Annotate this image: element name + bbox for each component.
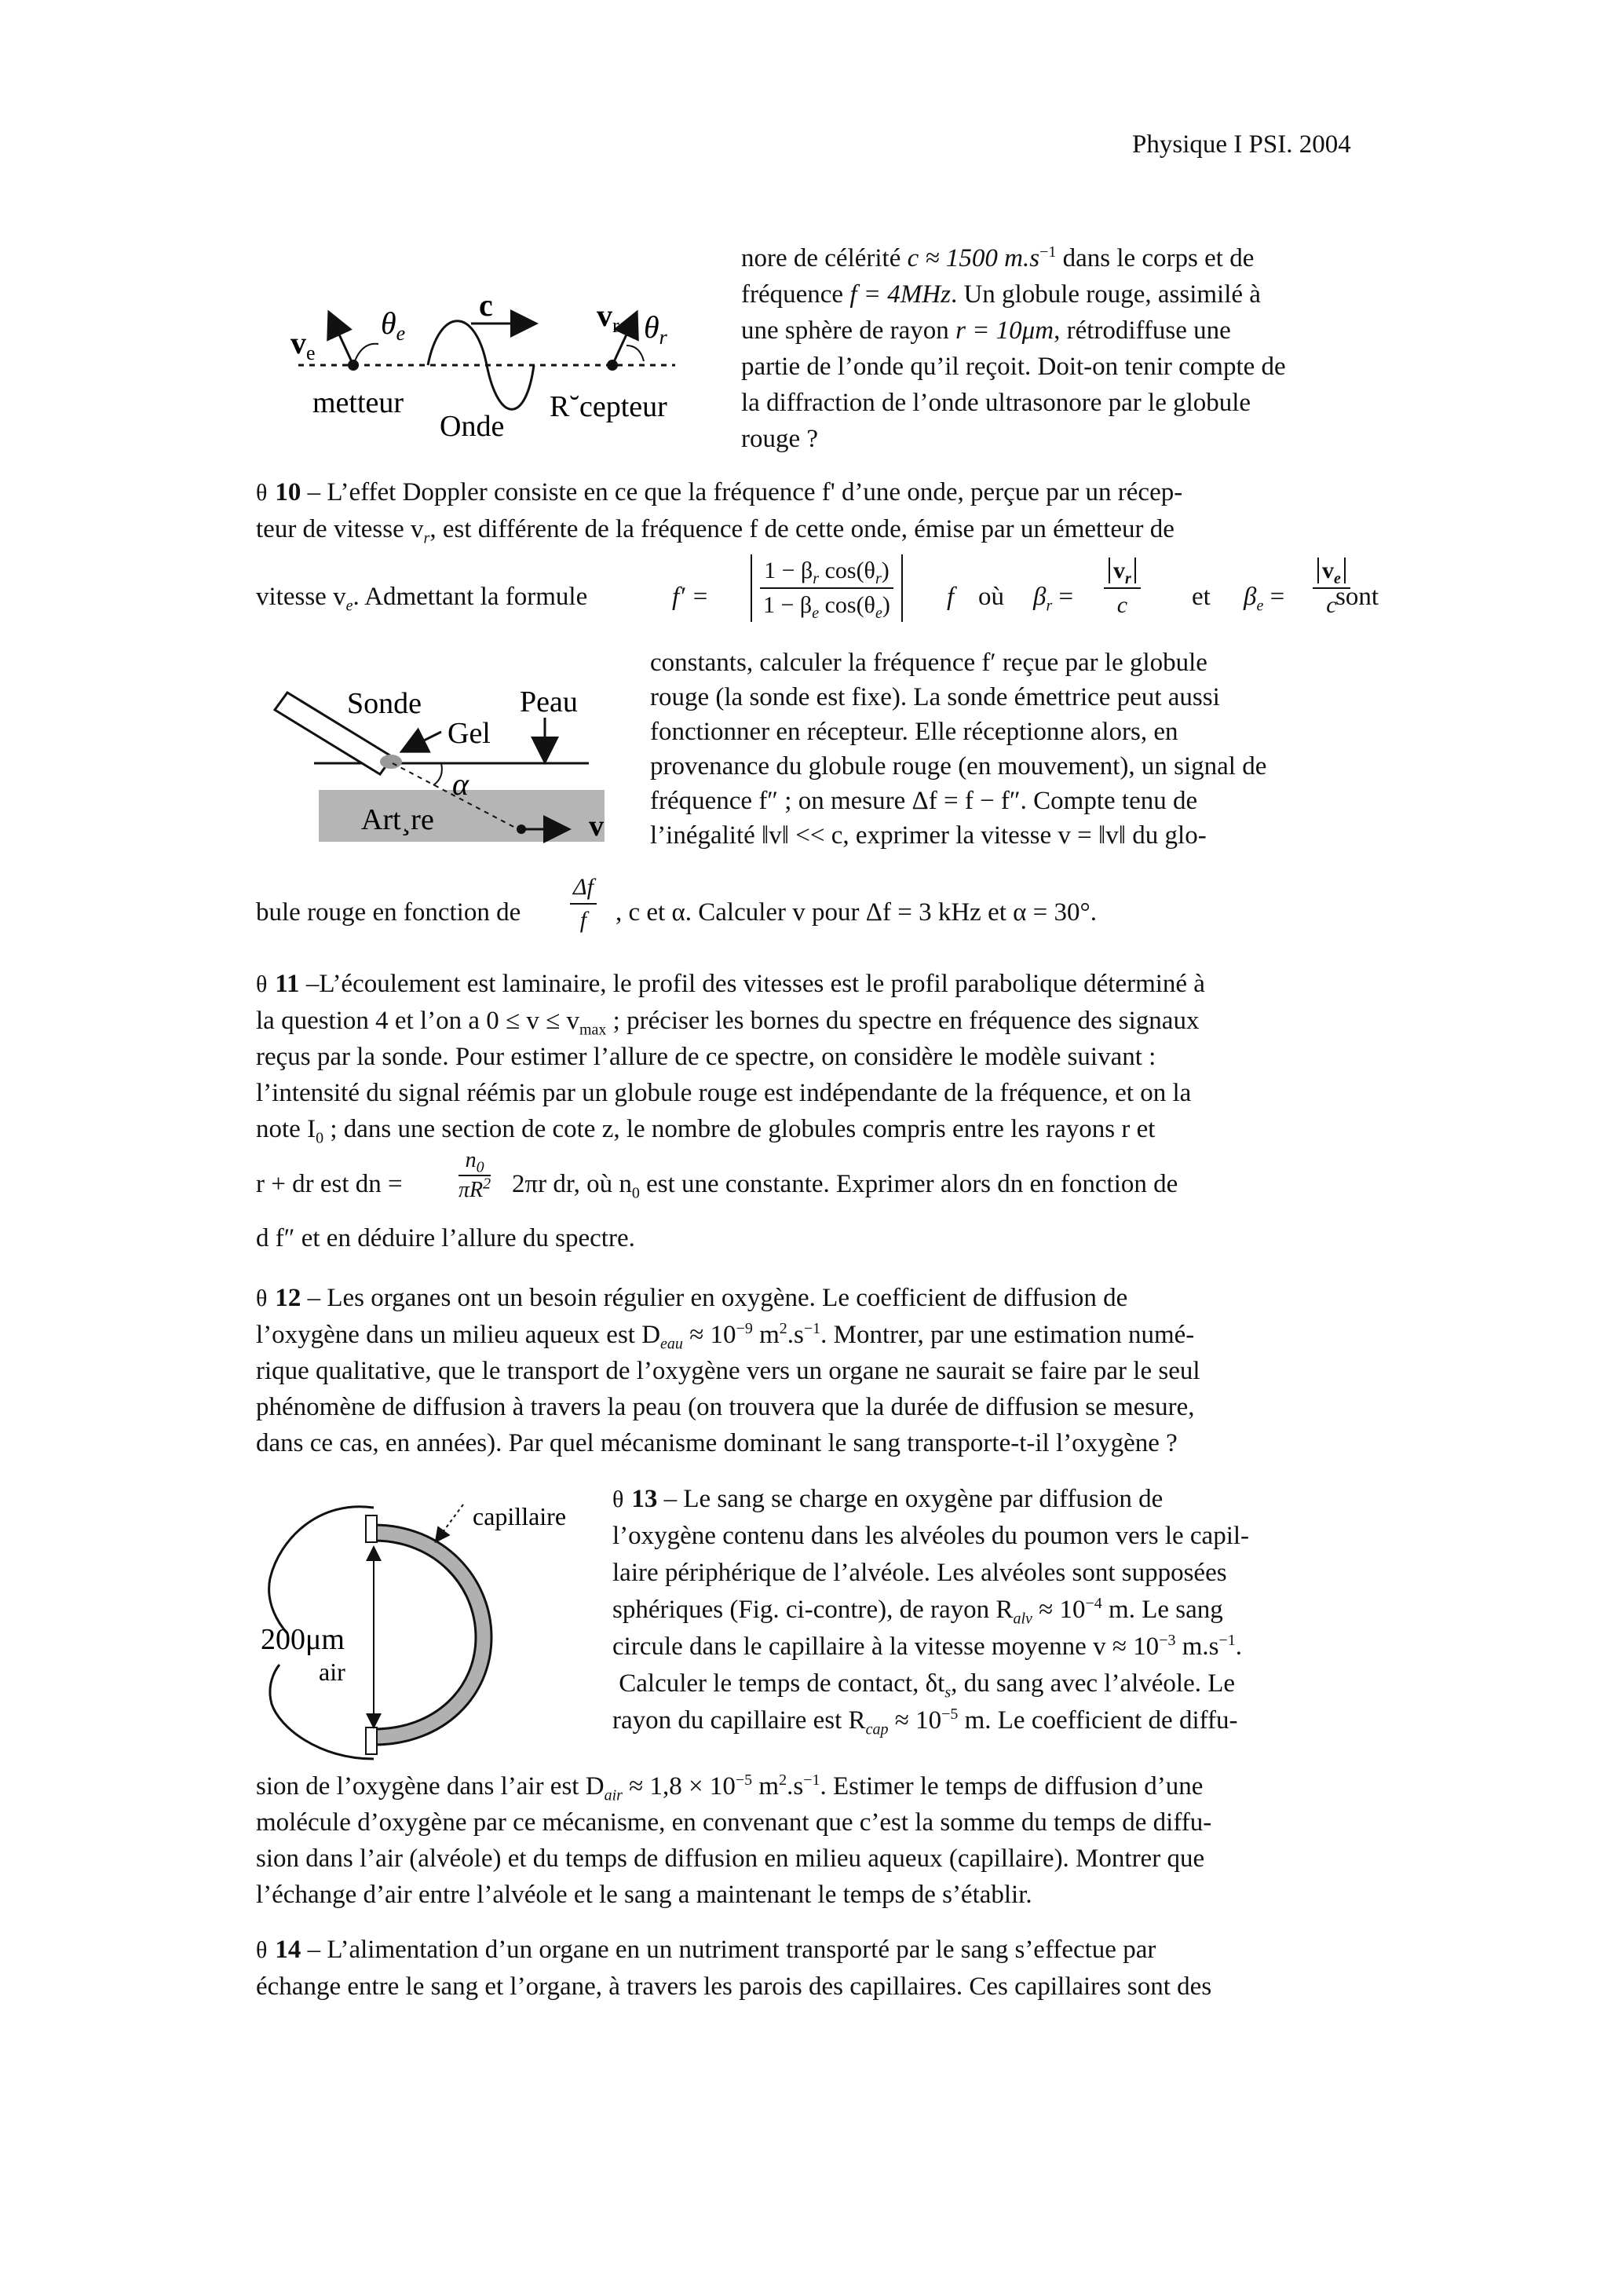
question-13-continued: sion de l’oxygène dans l’air est $D_{air} \approx 1,8 \times 10^{-5}$ $m^2.s^{-1}$. Estimer le temps de diffusion d’une molécule d’oxygène par ce mécanisme, en convenant que c’est la somme du temps de diffu- sion dans l’air (alvéole) et du temps de diffusion en milieu aqueux (capillaire). Montrer que l’échange d’air entre l’alvéole et le sang a maintenant le temps de s’établir.: [256, 1771, 1212, 1909]
beta-e-fraction: $v_e$ c: [1313, 554, 1350, 622]
question-10-continued: constants, calculer la fréquence f′ reçue par le globule rouge (la sonde est fixe). La sonde émettrice peut aussi fonctionner en récepteur. Elle réceptionne alors, en provenance du globule rouge (en mouvement), un signal de fréquence f″ ; on mesure Δf = f − f″. Compte tenu de l’inégalité ‖v‖ << c, exprimer la vitesse v = ‖v‖ du glo-: [650, 649, 1267, 850]
question-12: θ 12 – Les organes ont un besoin régulier en oxygène. Le coefficient de diffusion de l’oxygène dans un milieu aqueux est $D_{eau} \approx 10^{-9}$ $m^2.s^{-1}$. Montrer, par une estimation numé- rique qualitative, que le transport de l’oxygène vers un organe ne saurait se faire par le seul phénomène de diffusion à travers la peau (on trouvera que la durée de diffusion se mesure, dans ce cas, en années). Par quel mécanisme dominant le sang transporte-t-il l’oxygène ?: [256, 1284, 1200, 1457]
diameter-label: 200μm: [261, 1623, 345, 1656]
gel-label: Gel: [448, 717, 491, 750]
receiver-label: R˘cepteur: [550, 390, 667, 423]
alpha-arc: [433, 763, 442, 785]
ve-label: $v_e$: [290, 325, 316, 364]
alveole-figure: [256, 1492, 601, 1775]
question-11-formula-line: r + dr est dn = $n_0$ $\pi R^2$ 2πr dr, où $n_0$ est une constante. Exprimer alors dn en fonction de: [256, 1146, 1379, 1217]
velocity-label: v: [589, 810, 604, 843]
question-11-end: d f″ et en déduire l’allure du spectre.: [256, 1224, 635, 1252]
alveole-upper-wall: [269, 1507, 374, 1633]
probe-label: Sonde: [347, 687, 422, 720]
wave-label: Onde: [440, 410, 505, 443]
skin-label: Peau: [520, 686, 578, 718]
question-11: θ 11 –L’écoulement est laminaire, le profil des vitesses est le profil parabolique déterminé à la question 4 et l’on a $0 \le v \le v_{max}$ ; préciser les bornes du spectre en fréquence des signaux reçus par la sonde. Pour estimer l’allure de ce spectre, on considère le modèle suivant : l’intensité du signal réémis par un globule rouge est indépendante de la fréquence, et on la note $I_0$ ; dans une section de cote z, le nombre de globules compris entre les rayons r et: [256, 970, 1205, 1147]
capillary-wall: [374, 1525, 491, 1745]
alpha-label: α: [452, 766, 469, 802]
intro-paragraph: nore de célérité c ≈ 1500 $m.s^{-1}$ dans le corps et de fréquence f = 4MHz. Un globule rouge, assimilé à une sphère de rayon r = 10μm, rétrodiffuse une partie de l’onde qu’il reçoit. Doit-on tenir compte de la diffraction de l’onde ultrasonore par le globule rouge ?: [741, 243, 1286, 453]
vr-label: $v_r$: [597, 298, 619, 337]
gel-blob: [380, 755, 402, 769]
delta-f-fraction: Δf f: [570, 872, 597, 936]
ve-arrow: [330, 314, 353, 365]
artery-label: Art¸re: [361, 803, 434, 836]
c-label: c: [479, 287, 493, 323]
dn-fraction: $n_0$ $\pi R^2$: [458, 1148, 491, 1202]
question-13: θ 13 – Le sang se charge en oxygène par diffusion de l’oxygène contenu dans les alvéoles du poumon vers le capil- laire périphérique de l’alvéole. Les alvéoles sont supposées sphériques (Fig. ci-contre), de rayon $R_{alv} \approx 10^{-4}$ m. Le sang circule dans le capillaire à la vitesse moyenne $v \approx 10^{-3}$ $m.s^{-1}$. Calculer le temps de contact, $\delta t_s$, du sang avec l’alvéole. Le rayon du capillaire est $R_{cap} \approx 10^{-5}$ m. Le coefficient de diffu-: [612, 1485, 1250, 1738]
theta-r-label: $\theta_r$: [644, 309, 667, 349]
question-14: θ 14 – L’alimentation d’un organe en un nutriment transporté par le sang s’effectue par échange entre le sang et l’organe, à travers les parois des capillaires. Ces capillaires sont des: [256, 1936, 1212, 2001]
theta-e-label: $\theta_e$: [381, 305, 406, 345]
question-10-last-line: bule rouge en fonction de Δf f , c et α. Calculer v pour Δf = 3 kHz et α = 30°.: [256, 872, 1379, 950]
question-10: θ 10 – L’effet Doppler consiste en ce que la fréquence f' d’une onde, perçue par un récep- teur de vitesse $v_r$, est différente de la fréquence f de cette onde, émise par un émetteur de: [256, 478, 1183, 547]
probe-figure: [259, 675, 628, 856]
gel-pointer: [404, 732, 441, 751]
theta-r-arc: [627, 345, 644, 361]
capillary-label: capillaire: [473, 1502, 567, 1530]
doppler-formula-line: vitesse $v_e$. Admettant la formule f′ = $1 - \beta_r$ $\cos(\theta_r)$ $1 - \beta_e$ $\cos(\theta_e)$ f où $\beta_r$ = $v_r$ c et $\beta_e$ = $v_e$ c sont: [256, 554, 1379, 641]
doppler-figure: [283, 283, 691, 463]
capillary-bottom-outlet: [366, 1727, 377, 1754]
air-label: air: [319, 1658, 345, 1686]
page-header: Physique I PSI. 2004: [1132, 130, 1351, 159]
doppler-fraction: $1 - \beta_r$ $\cos(\theta_r)$ $1 - \beta_e$ $\cos(\theta_e)$: [751, 554, 903, 622]
capillary-top-inlet: [366, 1515, 377, 1542]
emitter-label: metteur: [312, 386, 404, 419]
beta-r-fraction: $v_r$ c: [1104, 554, 1141, 622]
capillary-pointer: [437, 1504, 463, 1541]
